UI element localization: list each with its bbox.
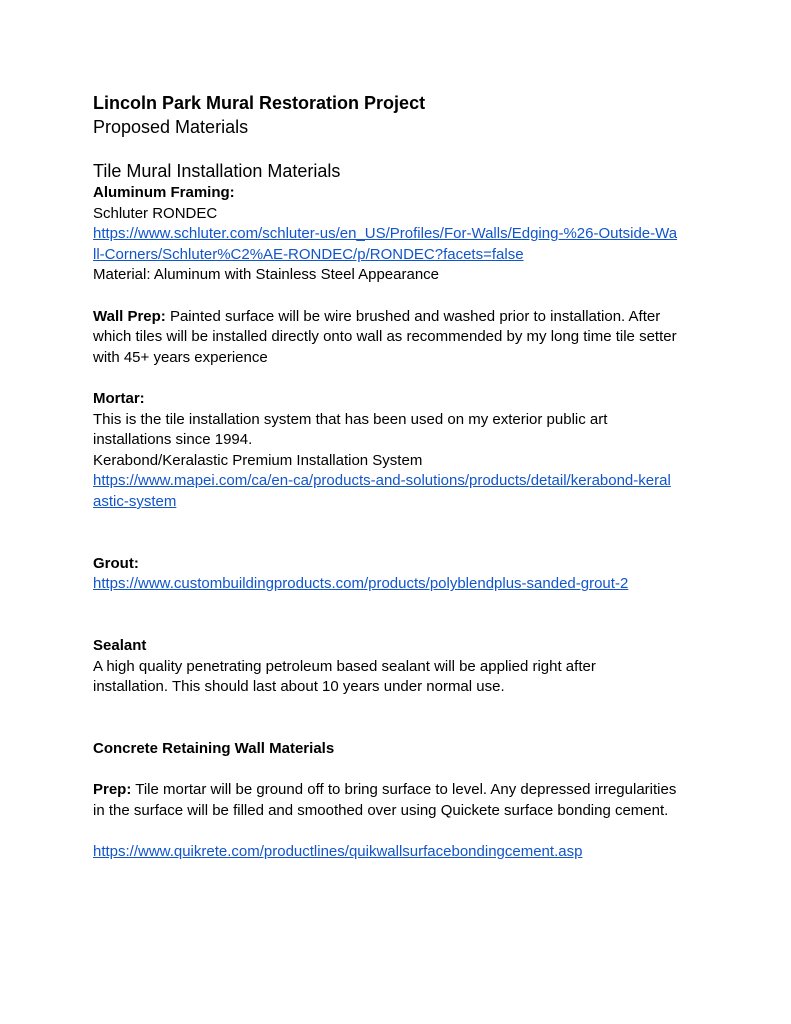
spacer [93, 368, 713, 389]
mapei-link-line2[interactable]: astic-system [93, 492, 177, 510]
sealant-heading: Sealant [93, 637, 147, 655]
mortar-line1: This is the tile installation system that has been used on my exterior public art [93, 410, 608, 428]
concrete-prep-line1 [93, 780, 713, 801]
mortar-line2: installations since 1994. [93, 431, 253, 449]
spacer [93, 513, 713, 534]
spacer [93, 615, 713, 636]
document-title: Lincoln Park Mural Restoration Project [93, 93, 426, 113]
sealant-line2: installation. This should last about 10 years under normal use. [93, 678, 505, 696]
sealant-line1: A high quality penetrating petroleum based sealant will be applied right after [93, 657, 596, 675]
aluminum-product: Schluter RONDEC [93, 204, 218, 222]
spacer [93, 139, 713, 160]
document-subtitle: Proposed Materials [93, 117, 249, 137]
concrete-prep-text: Tile mortar will be ground off to bring surface to level. Any depressed irregularities [131, 781, 677, 799]
wall-prep-line1 [93, 307, 713, 328]
schluter-link-line1[interactable]: https://www.schluter.com/schluter-us/en_US/Profiles/For-Walls/Edging-%26-Outside-Wa [93, 225, 678, 243]
grout-link[interactable]: https://www.custombuildingproducts.com/products/polyblendplus-sanded-grout-2 [93, 575, 629, 593]
wall-prep-line2: which tiles will be installed directly onto wall as recommended by my long time tile setter [93, 328, 677, 346]
aluminum-material: Material: Aluminum with Stainless Steel Appearance [93, 266, 440, 284]
wall-prep-label: Wall Prep: [93, 307, 166, 325]
wall-prep-line3: with 45+ years experience [93, 348, 268, 366]
spacer [93, 760, 713, 781]
spacer [93, 533, 713, 554]
aluminum-framing-heading: Aluminum Framing: [93, 184, 235, 201]
quikrete-link[interactable]: https://www.quikrete.com/productlines/quikwallsurfacebondingcement.asp [93, 843, 583, 860]
spacer [93, 286, 713, 307]
concrete-prep-line2: in the surface will be filled and smoothed over using Quickete surface bonding cement. [93, 801, 669, 819]
document-page [93, 91, 713, 863]
spacer [93, 718, 713, 739]
grout-heading: Grout: [93, 554, 139, 572]
schluter-link-line2[interactable]: ll-Corners/Schluter%C2%AE-RONDEC/p/RONDEC?facets=false [93, 245, 524, 263]
wall-prep-text: Painted surface will be wire brushed and washed prior to installation. After [165, 307, 661, 325]
mortar-heading: Mortar: [93, 389, 145, 407]
concrete-prep-label: Prep: [93, 781, 132, 799]
spacer [93, 821, 713, 842]
section-heading-tile: Tile Mural Installation Materials [93, 161, 341, 181]
concrete-heading: Concrete Retaining Wall Materials [93, 740, 335, 758]
mortar-product: Kerabond/Keralastic Premium Installation System [93, 451, 423, 469]
mapei-link-line1[interactable]: https://www.mapei.com/ca/en-ca/products-and-solutions/products/detail/kerabond-keral [93, 472, 671, 490]
spacer [93, 595, 713, 616]
spacer [93, 698, 713, 719]
